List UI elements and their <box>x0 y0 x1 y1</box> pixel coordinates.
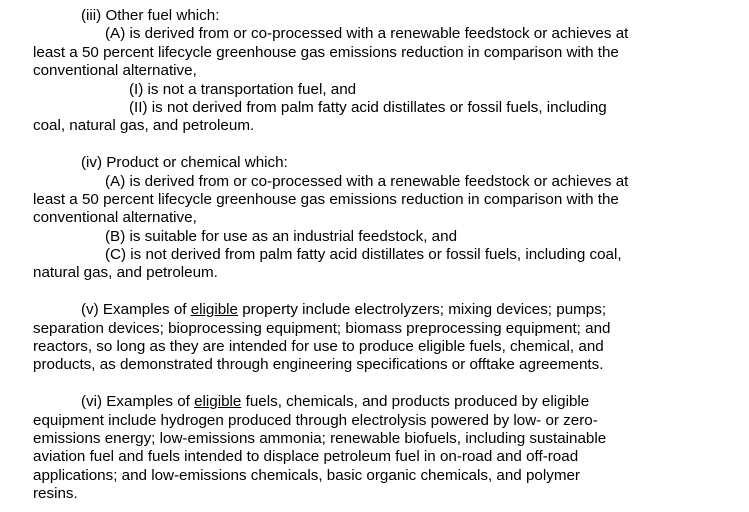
section-v-line <box>33 356 733 374</box>
section-iv-B-line <box>33 228 733 246</box>
section-vi-line <box>33 412 733 430</box>
section-iii-A-line <box>33 62 733 80</box>
section-iv-C-line <box>33 246 733 264</box>
section-v-text-2: separation devices; bioprocessing equipment; biomass preprocessing equipment; and <box>33 319 611 337</box>
section-iv-B-text: (B) is suitable for use as an industrial feedstock, and <box>105 227 458 245</box>
document-body <box>33 7 733 504</box>
section-v-text-1-post: property include electrolyzers; mixing devices; pumps; <box>238 301 607 319</box>
section-iii-heading-text: (iii) Other fuel which: <box>81 7 220 24</box>
section-iv-A-line <box>33 173 733 191</box>
section-vi-line <box>33 393 733 411</box>
section-iv-C-text-1: (C) is not derived from palm fatty acid distillates or fossil fuels, including coal, <box>105 246 622 264</box>
section-iii-I-line <box>33 81 733 99</box>
section-iii-II-line <box>33 99 733 117</box>
section-v-text-1-pre: (v) Examples of <box>81 301 191 319</box>
paragraph-gap <box>33 136 733 154</box>
eligible-underlined-term: eligible <box>190 301 239 319</box>
section-vi-text-1-post: fuels, chemicals, and products produced by eligible <box>241 393 590 411</box>
section-iii-II-text-1: (II) is not derived from palm fatty acid distillates or fossil fuels, including <box>129 98 607 116</box>
section-vi-line <box>33 467 733 485</box>
section-iii-I-text: (I) is not a transportation fuel, and <box>129 80 357 98</box>
section-vi-text-3: emissions energy; low-emissions ammonia; renewable biofuels, including sustainable <box>33 429 607 447</box>
section-iv-A-text-3: conventional alternative, <box>33 209 197 227</box>
section-iv-A-line <box>33 209 733 227</box>
section-v-line <box>33 320 733 338</box>
section-vi-text-4: aviation fuel and fuels intended to displace petroleum fuel in on-road and off-road <box>33 448 579 466</box>
section-iii-heading <box>33 7 733 25</box>
section-iv-heading-text: (iv) Product or chemical which: <box>81 154 288 172</box>
section-iii-A-text-1: (A) is derived from or co-processed with a renewable feedstock or achieves at <box>105 25 629 43</box>
section-iii-II-text-2: coal, natural gas, and petroleum. <box>33 117 255 135</box>
section-vi-line <box>33 430 733 448</box>
section-iv-heading <box>33 154 733 172</box>
section-iii-A-line <box>33 25 733 43</box>
section-v-line <box>33 301 733 319</box>
section-iv-A-text-2: least a 50 percent lifecycle greenhouse gas emissions reduction in comparison with the <box>33 190 619 208</box>
section-iv-C-line <box>33 264 733 282</box>
section-vi-text-6: resins. <box>33 485 78 503</box>
paragraph-gap <box>33 283 733 301</box>
section-v-text-3: reactors, so long as they are intended for use to produce eligible fuels, chemical, and <box>33 338 604 356</box>
section-iv-A-line <box>33 191 733 209</box>
section-iii-A-line <box>33 44 733 62</box>
paragraph-gap <box>33 375 733 393</box>
section-vi-text-2: equipment include hydrogen produced through electrolysis powered by low- or zero- <box>33 411 598 429</box>
section-iv-A-text-1: (A) is derived from or co-processed with a renewable feedstock or achieves at <box>105 172 629 190</box>
section-iv-C-text-2: natural gas, and petroleum. <box>33 264 218 282</box>
section-iii-II-line <box>33 117 733 135</box>
section-vi-text-5: applications; and low-emissions chemicals, basic organic chemicals, and polymer <box>33 466 580 484</box>
eligible-underlined-term: eligible <box>194 393 242 411</box>
section-vi-line <box>33 485 733 503</box>
section-v-line <box>33 338 733 356</box>
section-iii-A-text-3: conventional alternative, <box>33 62 197 80</box>
section-vi-line <box>33 448 733 466</box>
section-v-text-4: products, as demonstrated through engineering specifications or offtake agreements. <box>33 356 604 374</box>
section-iii-A-text-2: least a 50 percent lifecycle greenhouse gas emissions reduction in comparison with the <box>33 43 619 61</box>
section-vi-text-1-pre: (vi) Examples of <box>81 393 195 411</box>
